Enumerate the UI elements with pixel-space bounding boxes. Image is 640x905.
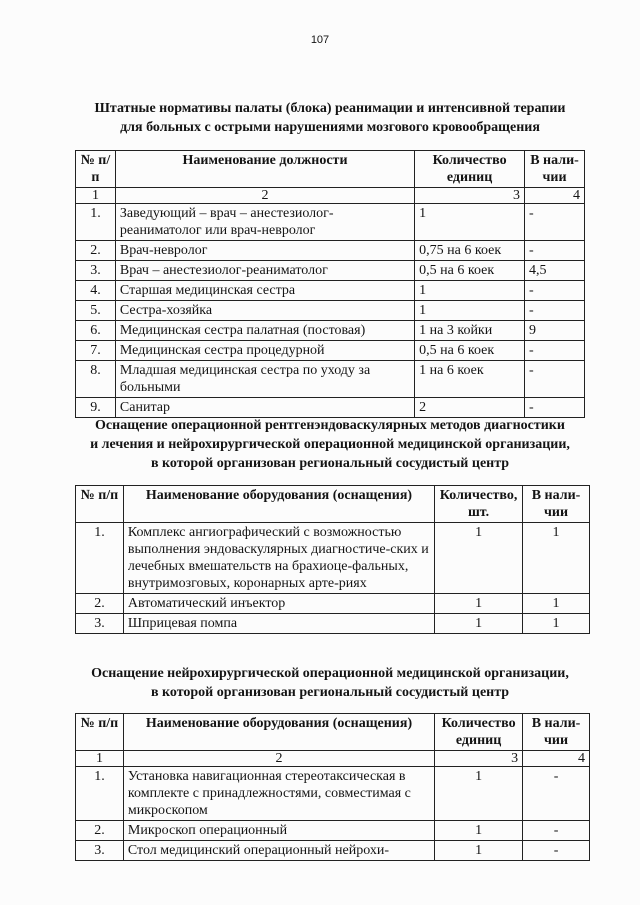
row-name: Заведующий – врач – анестезиолог-реаниматолог или врач-невролог	[115, 204, 414, 241]
row-name: Медицинская сестра палатная (постовая)	[115, 321, 414, 341]
row-name: Микроскоп операционный	[123, 821, 434, 841]
row-number: 7.	[76, 341, 116, 361]
row-available: 9	[525, 321, 585, 341]
row-quantity: 1	[435, 821, 523, 841]
header-num: № п/п	[76, 714, 124, 751]
row-available: 4,5	[525, 261, 585, 281]
column-number-row	[76, 751, 590, 767]
row-quantity: 1	[415, 204, 525, 241]
row-available: -	[525, 204, 585, 241]
row-number: 2.	[76, 241, 116, 261]
row-name: Шприцевая помпа	[123, 614, 434, 634]
section2-title	[60, 416, 600, 473]
row-number: 3.	[76, 841, 124, 861]
col-number: 2	[123, 751, 434, 767]
row-number: 2.	[76, 594, 124, 614]
row-quantity: 2	[415, 398, 525, 418]
row-available: -	[525, 361, 585, 398]
section2-title-line1: Оснащение операционной рентгенэндоваскулярных методов диагностики	[95, 418, 565, 433]
row-quantity: 1	[435, 767, 523, 821]
row-available: -	[525, 398, 585, 418]
row-available: 1	[523, 614, 590, 634]
row-available: -	[523, 821, 590, 841]
col-number: 3	[415, 188, 525, 204]
table-row	[76, 321, 585, 341]
header-available: В нали-чии	[525, 151, 585, 188]
col-number: 1	[76, 188, 116, 204]
header-quantity: Количество единиц	[435, 714, 523, 751]
table-row	[76, 204, 585, 241]
section3-title-line1: Оснащение нейрохирургической операционной медицинской организации,	[91, 666, 569, 681]
section3-title	[60, 664, 600, 702]
table-row	[76, 341, 585, 361]
row-name: Медицинская сестра процедурной	[115, 341, 414, 361]
row-name: Стол медицинский операционный нейрохи-	[123, 841, 434, 861]
row-number: 1.	[76, 523, 124, 594]
row-number: 9.	[76, 398, 116, 418]
header-num: № п/п	[76, 151, 116, 188]
table-row	[76, 361, 585, 398]
col-number: 4	[523, 751, 590, 767]
section2-title-line3: в которой организован региональный сосудистый центр	[150, 456, 510, 471]
row-number: 1.	[76, 767, 124, 821]
col-number: 1	[76, 751, 124, 767]
row-quantity: 0,75 на 6 коек	[415, 241, 525, 261]
section1-title-line1: Штатные нормативы палаты (блока) реанимации и интенсивной терапии	[94, 101, 566, 116]
row-available: -	[523, 767, 590, 821]
header-num: № п/п	[76, 486, 124, 523]
row-quantity: 1 на 6 коек	[415, 361, 525, 398]
row-quantity: 1	[435, 594, 523, 614]
section1-title-line2: для больных с острыми нарушениями мозгового кровообращения	[120, 120, 540, 135]
row-number: 8.	[76, 361, 116, 398]
row-available: -	[525, 301, 585, 321]
row-quantity: 1	[415, 301, 525, 321]
header-equipment: Наименование оборудования (оснащения)	[123, 486, 434, 523]
row-quantity: 1	[435, 523, 523, 594]
table-row	[76, 523, 590, 594]
table-row	[76, 241, 585, 261]
row-name: Комплекс ангиографический с возможностью выполнения эндоваскулярных диагностиче-ских и лечебных вмешательств на брахиоце-фальных, внутримозговых, коронарных арте-риях	[123, 523, 434, 594]
header-available: В нали-чии	[523, 714, 590, 751]
row-quantity: 1 на 3 койки	[415, 321, 525, 341]
row-name: Сестра-хозяйка	[115, 301, 414, 321]
header-quantity: Количество, шт.	[435, 486, 523, 523]
row-quantity: 0,5 на 6 коек	[415, 261, 525, 281]
header-equipment: Наименование оборудования (оснащения)	[123, 714, 434, 751]
row-name: Установка навигационная стереотаксическая в комплекте с принадлежностями, совместимая с микроскопом	[123, 767, 434, 821]
table-row	[76, 841, 590, 861]
table-header-row	[76, 714, 590, 751]
row-number: 1.	[76, 204, 116, 241]
row-available: 1	[523, 594, 590, 614]
section3-title-line2: в которой организован региональный сосудистый центр	[150, 685, 510, 700]
row-name: Врач – анестезиолог-реаниматолог	[115, 261, 414, 281]
section2-title-line2: и лечения и нейрохирургической операционной медицинской организации,	[90, 437, 570, 452]
table-row	[76, 398, 585, 418]
row-name: Младшая медицинская сестра по уходу за больными	[115, 361, 414, 398]
row-name: Старшая медицинская сестра	[115, 281, 414, 301]
row-number: 4.	[76, 281, 116, 301]
table-row	[76, 767, 590, 821]
table-row	[76, 261, 585, 281]
staff-table	[75, 150, 585, 418]
column-number-row	[76, 188, 585, 204]
table-header-row	[76, 486, 590, 523]
section1-title	[60, 99, 600, 137]
table-header-row	[76, 151, 585, 188]
header-available: В нали-чии	[523, 486, 590, 523]
row-quantity: 1	[435, 841, 523, 861]
row-available: -	[523, 841, 590, 861]
row-quantity: 1	[435, 614, 523, 634]
row-name: Санитар	[115, 398, 414, 418]
table-row	[76, 281, 585, 301]
equipment-table-2	[75, 713, 590, 861]
table-row	[76, 614, 590, 634]
row-number: 3.	[76, 614, 124, 634]
col-number: 4	[525, 188, 585, 204]
row-number: 5.	[76, 301, 116, 321]
row-name: Врач-невролог	[115, 241, 414, 261]
row-available: -	[525, 341, 585, 361]
header-position: Наименование должности	[115, 151, 414, 188]
header-quantity: Количество единиц	[415, 151, 525, 188]
row-available: -	[525, 281, 585, 301]
table-row	[76, 301, 585, 321]
table-row	[76, 594, 590, 614]
equipment-table-1	[75, 485, 590, 634]
row-available: -	[525, 241, 585, 261]
row-name: Автоматический инъектор	[123, 594, 434, 614]
col-number: 2	[115, 188, 414, 204]
page-number: 107	[310, 34, 330, 46]
row-number: 6.	[76, 321, 116, 341]
row-number: 2.	[76, 821, 124, 841]
row-number: 3.	[76, 261, 116, 281]
row-available: 1	[523, 523, 590, 594]
table-row	[76, 821, 590, 841]
row-quantity: 1	[415, 281, 525, 301]
col-number: 3	[435, 751, 523, 767]
row-quantity: 0,5 на 6 коек	[415, 341, 525, 361]
